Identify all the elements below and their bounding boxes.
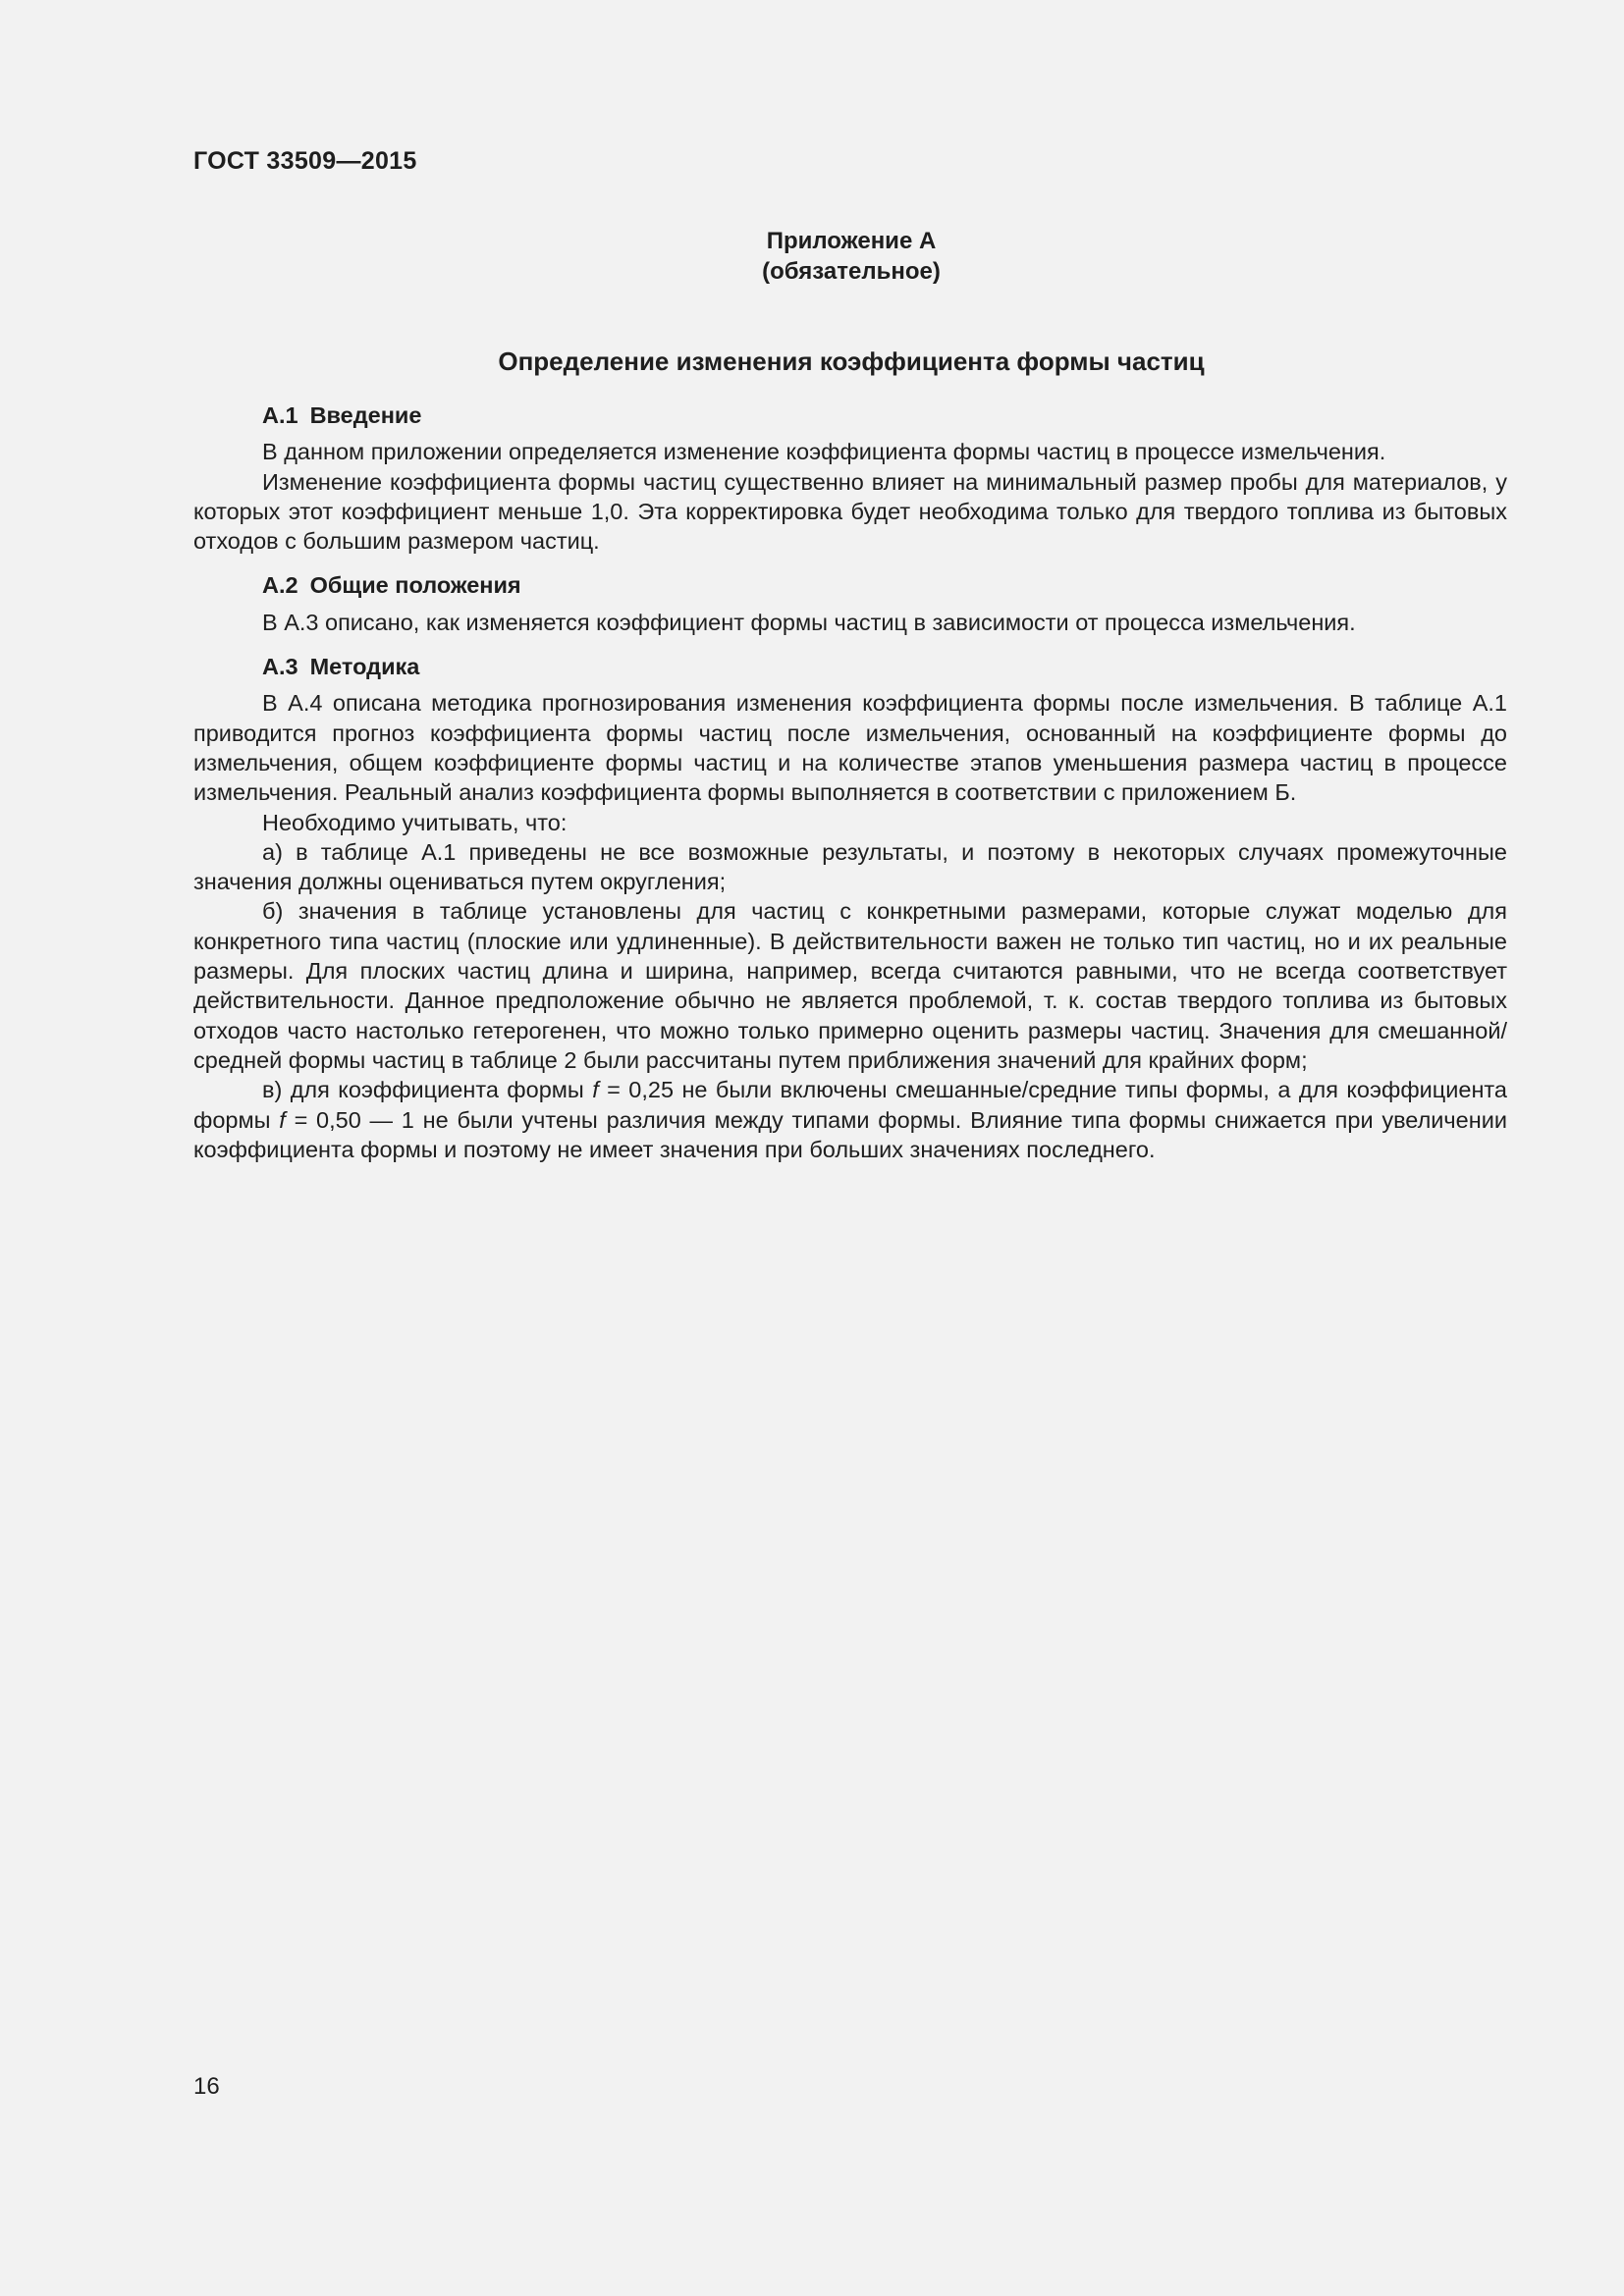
appendix-label: Приложение А bbox=[766, 228, 937, 254]
section-heading-a3 bbox=[193, 652, 1507, 681]
section-number: А.2 bbox=[262, 572, 298, 599]
page-number: 16 bbox=[193, 2073, 220, 2100]
document-body bbox=[193, 400, 1507, 1164]
section-title: Методика bbox=[309, 654, 420, 680]
section-heading-a1 bbox=[193, 400, 1507, 430]
paragraph: В А.4 описана методика прогнозирования изменения коэффициента формы после измельчения. В таблице А.1 приводится прогноз коэффициента формы частиц после измельчения, основанный на коэффициенте формы до измельчения, общем коэффициенте формы частиц и на количестве этапов уменьшения размера частиц в процессе измельчения. Реальный анализ коэффициента формы выполняется в соответствии с приложением Б. bbox=[193, 690, 1507, 806]
paragraph: Изменение коэффициента формы частиц существенно влияет на минимальный размер пробы для материалов, у которых этот коэффициент меньше 1,0. Эта корректировка будет необходима только для твердого топлива из бытовых отходов с большим размером частиц. bbox=[193, 468, 1507, 555]
appendix-heading bbox=[193, 226, 1509, 287]
section-heading-a2 bbox=[193, 570, 1507, 600]
section-number: А.3 bbox=[262, 654, 298, 680]
variable-f: f bbox=[279, 1106, 286, 1133]
text-span: в) для коэффициента формы bbox=[262, 1077, 593, 1103]
text-span: = 0,50 — 1 не были учтены различия между типами формы. Влияние типа формы снижается при увеличении коэффициента формы и поэтому не имеет значения при больших значениях последнего. bbox=[193, 1106, 1507, 1162]
variable-f: f bbox=[592, 1077, 599, 1103]
list-item-a: а) в таблице А.1 приведены не все возможные результаты, и поэтому в некоторых случаях промежуточные значения должны оцениваться путем округления; bbox=[193, 838, 1507, 895]
paragraph: В данном приложении определяется изменение коэффициента формы частиц в процессе измельчения. bbox=[262, 439, 1386, 465]
paragraph: Необходимо учитывать, что: bbox=[262, 809, 568, 835]
text-span: = 0,25 не были включены смешанные/средние типы формы, а для коэффициента формы bbox=[193, 1077, 1507, 1133]
paragraph: В А.3 описано, как изменяется коэффициент формы частиц в зависимости от процесса измельчения. bbox=[262, 609, 1356, 635]
list-item-c bbox=[193, 1075, 1507, 1164]
appendix-title: Определение изменения коэффициента формы частиц bbox=[498, 347, 1205, 376]
section-number: А.1 bbox=[262, 402, 298, 428]
document-code: ГОСТ 33509—2015 bbox=[193, 147, 417, 175]
list-item-b: б) значения в таблице установлены для частиц с конкретными размерами, которые служат моделью для конкретного типа частиц (плоские или удлиненные). В действительности важен не только тип частиц, но и их реальные размеры. Для плоских частиц длина и ширина, например, всегда считаются равными, что не всегда соответствует действительности. Данное предположение обычно не является проблемой, т. к. состав твердого топлива из бытовых отходов часто настолько гетерогенен, что можно только примерно оценить размеры частиц. Значения для смешанной/средней формы частиц в таблице 2 были рассчитаны путем приближения значений для крайних форм; bbox=[193, 898, 1507, 1073]
section-title: Общие положения bbox=[309, 572, 521, 599]
section-title: Введение bbox=[309, 402, 422, 428]
appendix-status: (обязательное) bbox=[762, 258, 941, 285]
